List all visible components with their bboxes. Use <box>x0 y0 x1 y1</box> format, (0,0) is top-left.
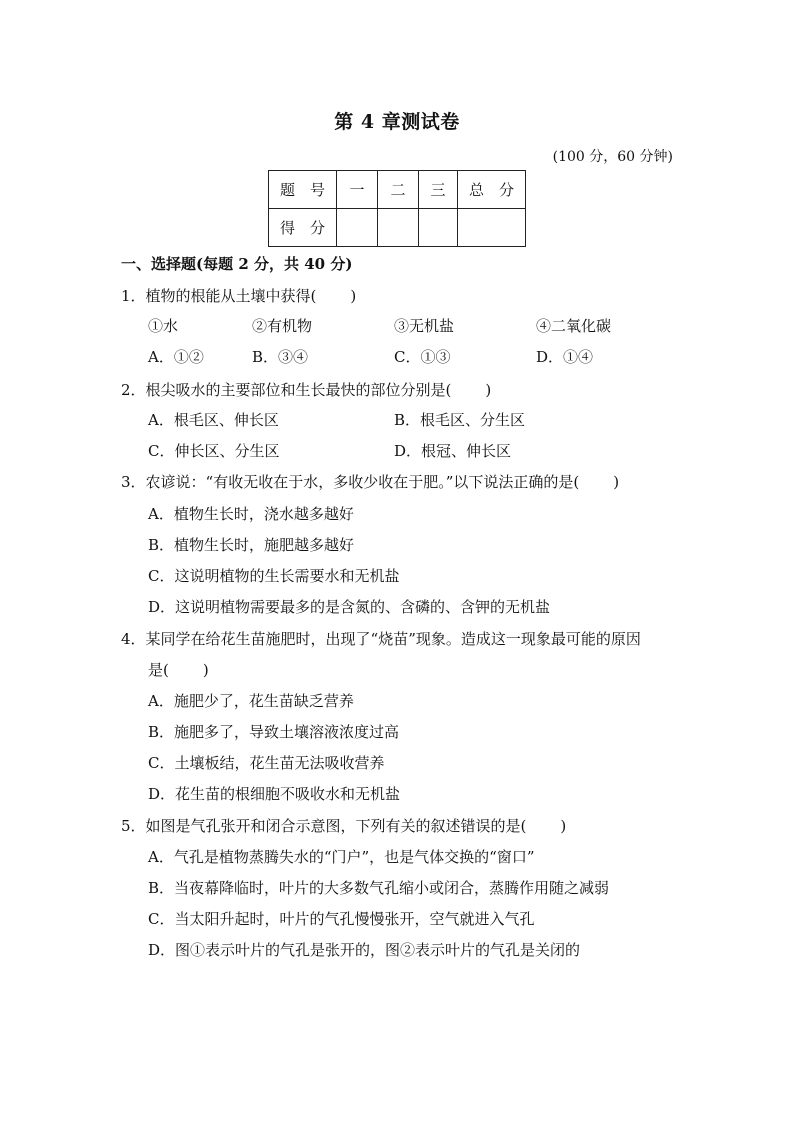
score-time-note: (100 分，60 分钟) <box>552 149 673 165</box>
q4-option-d[interactable]: D．花生苗的根细胞不吸收水和无机盐 <box>148 785 401 803</box>
q2-option-c[interactable]: C．伸长区、分生区 <box>148 442 280 460</box>
q3-option-c[interactable]: C．这说明植物的生长需要水和无机盐 <box>148 567 400 585</box>
q2-option-d[interactable]: D．根冠、伸长区 <box>394 442 512 460</box>
q4-option-c[interactable]: C．土壤板结，花生苗无法吸收营养 <box>148 754 385 772</box>
header-part-1: 一 <box>337 171 378 209</box>
question-2-stem: 2．根尖吸水的主要部位和生长最快的部位分别是( ) <box>121 381 492 399</box>
score-table-header-row <box>269 171 526 209</box>
q5-option-a[interactable]: A．气孔是植物蒸腾失水的“门户”，也是气体交换的“窗口” <box>148 848 535 866</box>
q1-option-c[interactable]: C．①③ <box>394 348 451 366</box>
header-question-number: 题 号 <box>269 171 337 209</box>
score-cell-3[interactable] <box>419 209 458 247</box>
header-total: 总 分 <box>458 171 526 209</box>
q4-option-b[interactable]: B．施肥多了，导致土壤溶液浓度过高 <box>148 723 400 741</box>
q1-item-4: ④二氧化碳 <box>536 317 612 335</box>
q3-option-d[interactable]: D．这说明植物需要最多的是含氮的、含磷的、含钾的无机盐 <box>148 598 551 616</box>
q2-option-a[interactable]: A．根毛区、伸长区 <box>148 411 279 429</box>
section-title: 选择题(每题 2 分，共 40 分) <box>151 255 353 273</box>
question-4-stem: 4．某同学在给花生苗施肥时，出现了“烧苗”现象。造成这一现象最可能的原因 <box>121 630 641 648</box>
q1-option-d[interactable]: D．①④ <box>536 348 594 366</box>
q5-option-d[interactable]: D．图①表示叶片的气孔是张开的，图②表示叶片的气孔是关闭的 <box>148 941 581 959</box>
q5-option-c[interactable]: C．当太阳升起时，叶片的气孔慢慢张开，空气就进入气孔 <box>148 910 535 928</box>
question-5-stem: 5．如图是气孔张开和闭合示意图，下列有关的叙述错误的是( ) <box>121 817 567 835</box>
q5-option-b[interactable]: B．当夜幕降临时，叶片的大多数气孔缩小或闭合，蒸腾作用随之减弱 <box>148 879 610 897</box>
q3-option-b[interactable]: B．植物生长时，施肥越多越好 <box>148 536 355 554</box>
section-number: 一、 <box>121 255 152 273</box>
section-heading <box>121 253 352 274</box>
q1-item-1: ①水 <box>148 317 179 335</box>
page-title: 第 4 章测试卷 <box>334 111 460 133</box>
q1-item-3: ③无机盐 <box>394 317 455 335</box>
score-cell-total[interactable] <box>458 209 526 247</box>
score-cell-2[interactable] <box>378 209 419 247</box>
q2-option-b[interactable]: B．根毛区、分生区 <box>394 411 526 429</box>
q1-option-a[interactable]: A．①② <box>148 348 204 366</box>
q1-option-b[interactable]: B．③④ <box>252 348 309 366</box>
question-3-stem: 3．农谚说：“有收无收在于水，多收少收在于肥。”以下说法正确的是( ) <box>121 473 620 491</box>
row-label-score: 得 分 <box>269 209 337 247</box>
question-4-stem-continued: 是( ) <box>148 661 209 679</box>
q1-item-2: ②有机物 <box>252 317 313 335</box>
question-1-stem: 1．植物的根能从土壤中获得( ) <box>121 287 357 305</box>
header-part-2: 二 <box>378 171 419 209</box>
score-table-score-row <box>269 209 526 247</box>
q4-option-a[interactable]: A．施肥少了，花生苗缺乏营养 <box>148 692 354 710</box>
header-part-3: 三 <box>419 171 458 209</box>
score-cell-1[interactable] <box>337 209 378 247</box>
q3-option-a[interactable]: A．植物生长时，浇水越多越好 <box>148 505 354 523</box>
score-table <box>268 170 526 247</box>
